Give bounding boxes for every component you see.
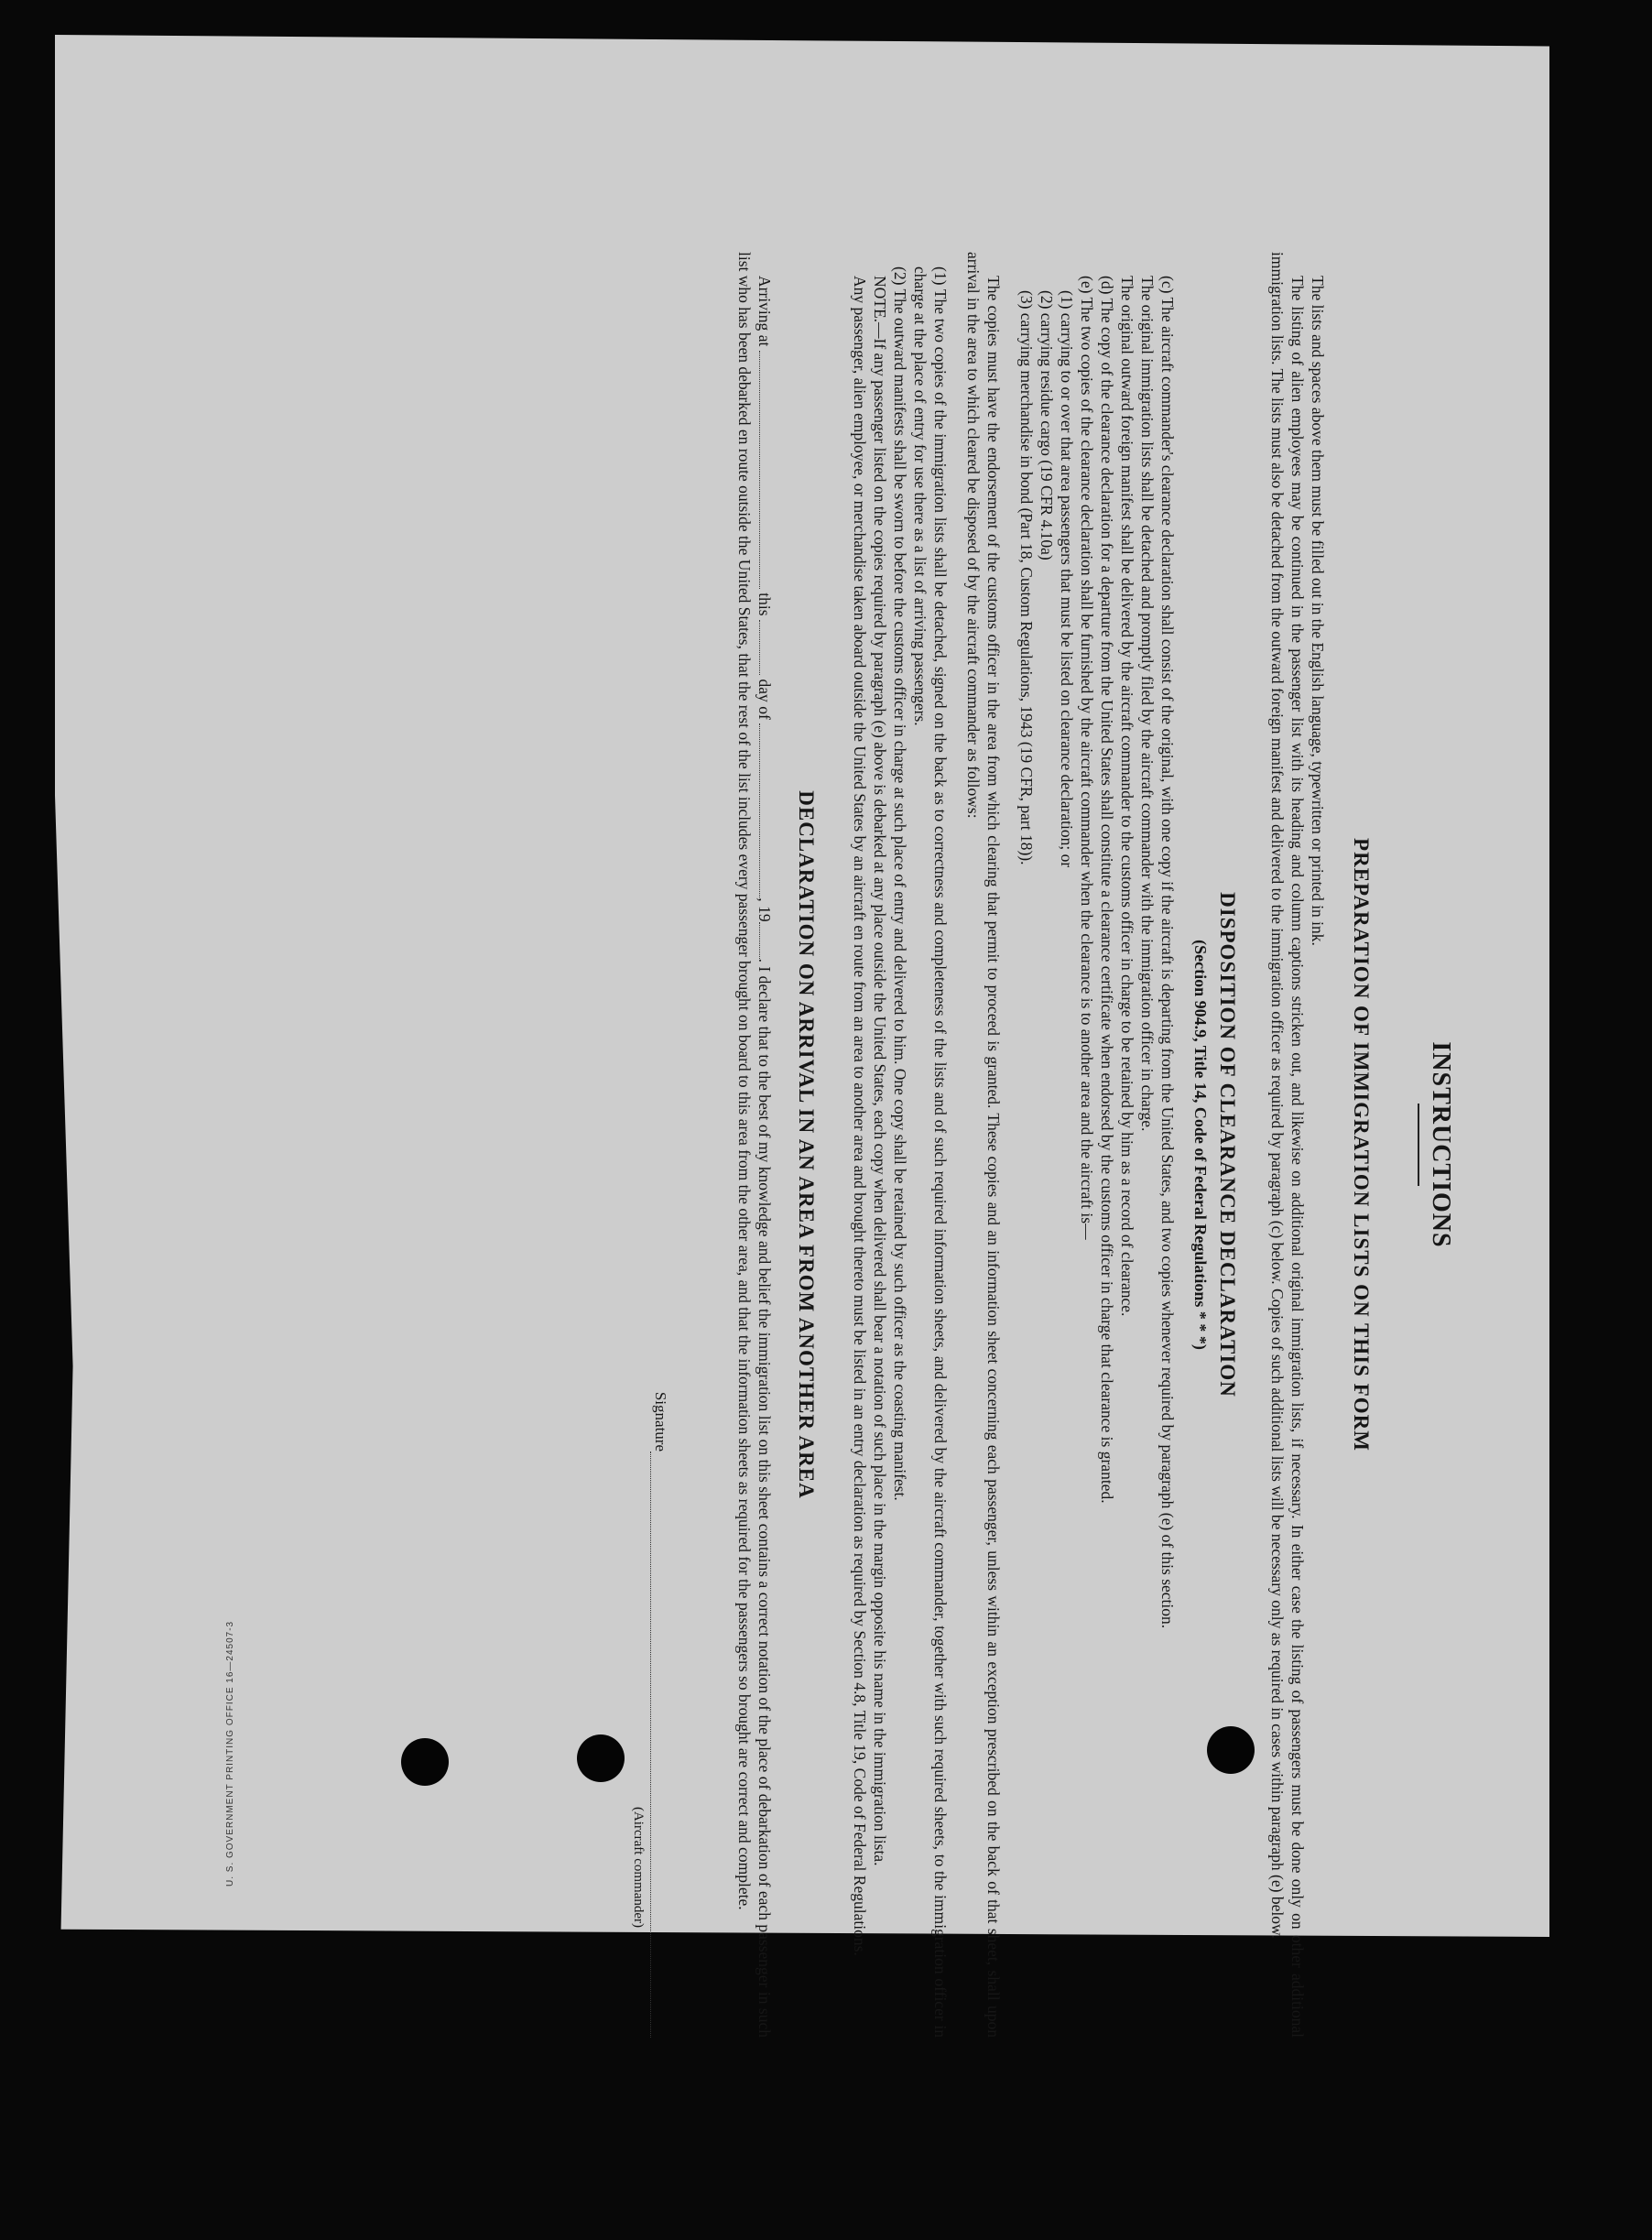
paragraph-c: (c) The aircraft commander's clearance declaration shall consist of the original, with one copy if the aircraft is departing from the United States, and two copies whenever required by paragraph (e) of this section.: [1158, 276, 1177, 1629]
preparation-paragraph-1: The lists and spaces above them must be filled out in the English language, typewritten or printed in ink.: [1309, 276, 1327, 946]
declaration-paragraph: Arriving at this day of , 19. I declare that to the best of my knowledge and belief the immigration list on this sheet contains a correct notation of the place of debarkation of each passenger in such list who has been debarked en route outside the United States, that the rest of the list includes every passenger brought on board to this area from the other area, and that the information sheets as required for the passengers so brought are correct and complete.: [735, 252, 774, 2038]
signature-caption: (Aircraft commander): [631, 1806, 646, 1928]
arriving-at-label: Arriving at: [755, 276, 774, 347]
paragraph-copies: The copies must have the endorsement of the customs officer in the area from which clearing that permit to proceed is granted. These copies and an information sheet concerning each passenger, unless within an exception prescribed on the back of that sheet, shall upon arrival in the area to which cleared be disposed of by the aircraft commander as follows:: [964, 252, 1003, 2038]
declaration-heading: DECLARATION ON ARRIVAL IN AN AREA FROM ANOTHER AREA: [795, 790, 818, 1499]
this-label: this: [755, 593, 774, 616]
paragraph-e-item-1: (1) carrying to or over that area passengers that must be listed on clearance declaration; or: [1058, 290, 1076, 868]
paragraph-c-original-lists: The original immigration lists shall be detached and promptly filed by the aircraft commander with the immigration officer in charge.: [1138, 276, 1157, 1132]
arriving-at-field[interactable]: [759, 351, 760, 589]
rotated-instructions-text: [101, 252, 1456, 2038]
signature-row: [650, 252, 670, 2038]
day-field[interactable]: [759, 620, 760, 675]
disposition-item-1: (1) The two copies of the immigration lists shall be detached, signed on the back as to correctness and completeness of the lists and of such required information sheets, and delivered by the aircraft commander, together with such required sheets, to the immigration officer in charge at the place of entry for use there as a list of arriving passengers.: [911, 266, 950, 2038]
preparation-paragraph-2: The listing of alien employees may be continued in the passenger list with its heading and column captions stricken out, and likewise on additional original immigration lists, if necessary. In either case the listing of passengers must be done only on other additional immigration lists. The lists must also be detached from the outward foreign manifest and delivered to the immigration officer as required by paragraph (c) below. Copies of such additional lists will be necessary only as required in cases within paragraph (e) below.: [1268, 252, 1307, 2038]
page-title: INSTRUCTIONS: [1427, 1041, 1455, 1248]
disposition-item-2: (2) The outward manifests shall be sworn to before the customs officer in charge at such place of entry and delivered to him. One copy shall be retained by such officer as the coasting manifest.: [891, 266, 909, 1501]
paragraph-e-item-3: (3) carrying merchandise in bond (Part 18, Custom Regulations, 1943 (19 CFR, part 18)).: [1017, 290, 1036, 865]
disposition-subheading: (Section 904.9, Title 14, Code of Federal Regulations * * *): [1191, 940, 1210, 1350]
note-paragraph-2: Any passenger, alien employee, or merchandise taken aboard outside the United States by an aircraft en route from an area to another area and brought thereto must be listed in an entry declaration as required by Section 4.8, Title 19, Code of Federal Regulations.: [851, 276, 869, 1956]
year-field[interactable]: [759, 922, 760, 959]
paragraph-d: (d) The copy of the clearance declaration for a departure from the United States shall constitute a clearance certificate when endorsed by the customs officer in charge that clearance is granted.: [1098, 276, 1116, 1504]
printer-imprint: U. S. GOVERNMENT PRINTING OFFICE 16—24507-3: [225, 1620, 235, 1887]
paragraph-c-outward-manifest: The original outward foreign manifest shall be delivered by the aircraft commander to the customs officer in charge to be retained by him as a record of clearance.: [1118, 276, 1136, 1317]
paragraph-e-item-2: (2) carrying residue cargo (19 CFR 4.10a): [1038, 290, 1056, 560]
title-rule: [1418, 1104, 1419, 1186]
preparation-heading: PREPARATION OF IMMIGRATION LISTS ON THIS FORM: [1350, 838, 1373, 1452]
note-paragraph: NOTE.—If any passenger listed on the copies required by paragraph (e) above is debarked at any place outside the United States, each copy when delivered shall bear a notation of such place in the margin opposite his name in the immigration lista.: [871, 276, 889, 1866]
day-of-label: day of: [755, 679, 774, 720]
declaration-text: I declare that to the best of my knowledge and belief the immigration list on this sheet contains a correct notation of the place of debarkation of each passenger in such list who has been debarked en route outside the United States, that the rest of the list includes every passenger brought on board to this area from the other area, and that the information sheets as required for the passengers so brought are correct and complete.: [735, 252, 774, 2038]
year-prefix-label: 19: [755, 906, 774, 922]
month-field[interactable]: [759, 723, 760, 897]
paragraph-e: (e) The two copies of the clearance declaration shall be furnished by the aircraft commander when the clearance is to another area and the aircraft is—: [1078, 276, 1096, 1240]
signature-label: Signature: [652, 1391, 669, 1452]
disposition-heading: DISPOSITION OF CLEARANCE DECLARATION: [1216, 892, 1239, 1397]
signature-field[interactable]: [650, 1452, 670, 2038]
